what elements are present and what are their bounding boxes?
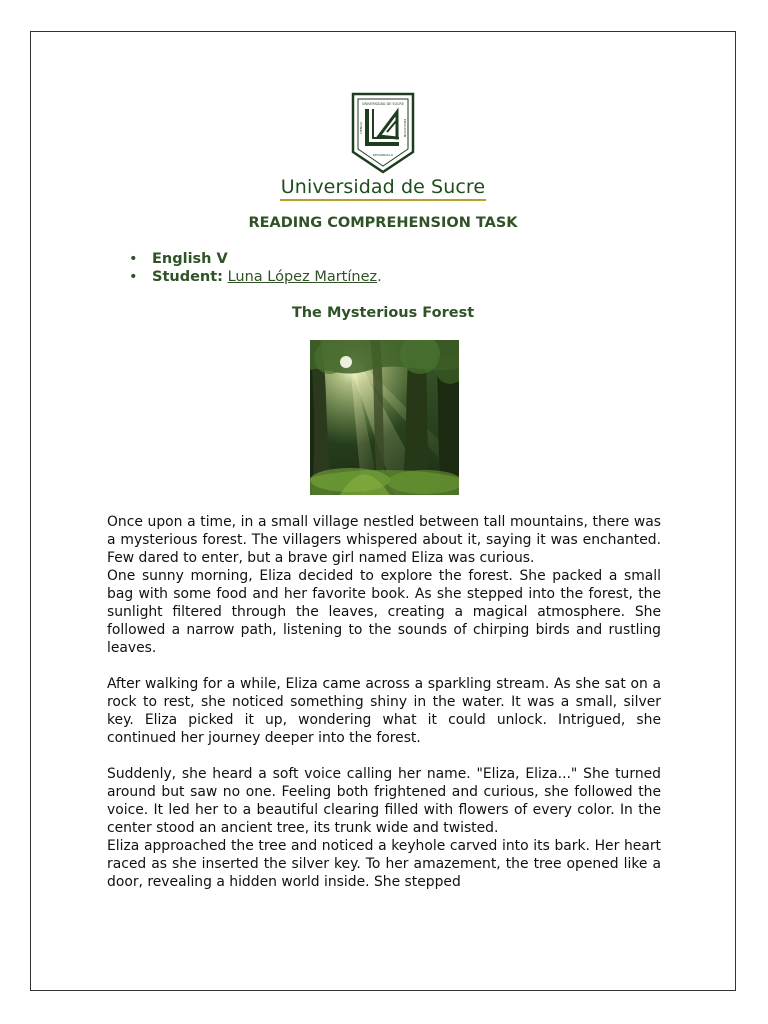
student-label: Student: xyxy=(152,269,223,285)
forest-image xyxy=(310,340,459,495)
student-suffix: . xyxy=(377,269,382,285)
story-title: The Mysterious Forest xyxy=(291,305,475,321)
info-item-course xyxy=(127,250,382,268)
paragraph: Suddenly, she heard a soft voice calling her name. "Eliza, Eliza..." She turned around but saw no one. Feeling both frightened and curious, she followed the voice. It led her to a beautiful clearing filled with flowers of every color. In the center stood an ancient tree, its trunk wide and twisted. xyxy=(107,766,661,836)
university-crest-icon xyxy=(351,92,415,174)
crest-right-text: EDUCACION xyxy=(403,118,407,138)
forest-illustration xyxy=(310,340,459,495)
bullet-icon: • xyxy=(129,269,138,285)
document-page xyxy=(30,31,736,991)
story-body xyxy=(107,513,661,891)
info-item-student xyxy=(127,268,382,286)
course-name: English V xyxy=(152,251,228,267)
university-name: Universidad de Sucre xyxy=(280,176,486,201)
paragraph: One sunny morning, Eliza decided to explore the forest. She packed a small bag with some food and her favorite book. As she stepped into the forest, the sunlight filtered through the leaves, creating a magical atmosphere. She followed a narrow path, listening to the sounds of chirping birds and rustling leaves. xyxy=(107,568,661,656)
bullet-icon: • xyxy=(129,251,138,267)
paragraph: Once upon a time, in a small village nestled between tall mountains, there was a mysterious forest. The villagers whispered about it, saying it was enchanted. Few dared to enter, but a brave girl named Eliza was curious. xyxy=(107,514,661,566)
info-list xyxy=(127,250,382,286)
student-name: Luna López Martínez xyxy=(227,269,378,285)
task-title: READING COMPREHENSION TASK xyxy=(248,215,518,231)
paragraph: After walking for a while, Eliza came across a sparkling stream. As she sat on a rock to rest, she noticed something shiny in the water. It was a small, silver key. Eliza picked it up, wondering what it could unlock. Intrigued, she continued her journey deeper into the forest. xyxy=(107,676,661,746)
university-logo xyxy=(31,92,735,201)
crest-top-text: UNIVERSIDAD DE SUCRE xyxy=(362,102,404,106)
crest-bottom-text: DESARROLLO xyxy=(372,153,394,157)
crest-left-text: CIENCIA xyxy=(359,121,363,135)
paragraph: Eliza approached the tree and noticed a keyhole carved into its bark. Her heart raced as she inserted the silver key. To her amazement, the tree opened like a door, revealing a hidden world inside. She stepped xyxy=(107,838,661,890)
